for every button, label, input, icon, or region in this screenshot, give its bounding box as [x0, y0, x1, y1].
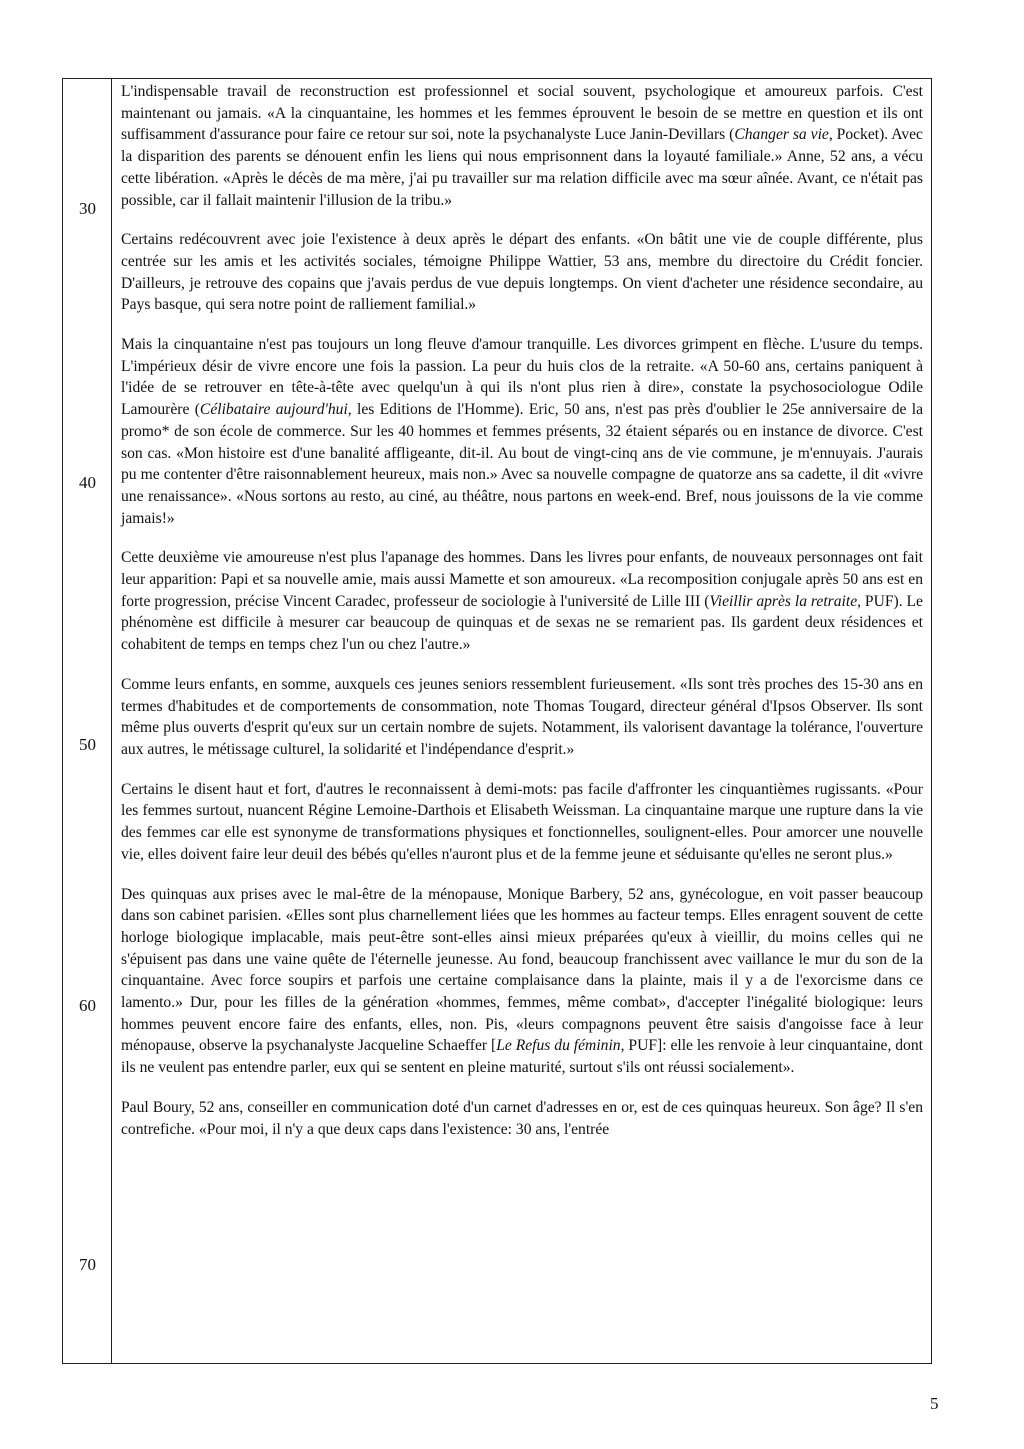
line-number: 30: [79, 199, 96, 218]
line-number: 60: [79, 996, 96, 1015]
paragraph-text: Mais la cinquantaine n'est pas toujours un long fleuve d'amour tranquille. Les divorces grimpent en flèche. L'usure du temps. L'impérieux désir de vivre encore une fois la passion. La peur du huis clos de la retraite. «A 50-60 ans, certains paniquent à l'idée de se retrouver en tête-à-tête avec quelqu'un à qui ils n'ont plus rien à dire», constate la psychosociologue Odile Lamourère (: [121, 336, 923, 419]
book-title: Changer sa vie: [734, 126, 829, 144]
paragraph: [121, 334, 923, 529]
page-number: 5: [930, 1394, 939, 1413]
line-number-gutter: [63, 79, 112, 1363]
book-title: Vieillir après la retraite: [709, 592, 858, 610]
line-number: 40: [79, 473, 96, 492]
paragraph-text: , PUF). Le phénomène est difficile à mesurer car beaucoup de quinquas et de sexas ne se remarient pas. Ils gardent deux résidences et cohabitent de temps en temps chez l'un ou chez l'autre.»: [121, 592, 923, 654]
paragraph-text: Paul Boury, 52 ans, conseiller en communication doté d'un carnet d'adresses en or, est de ces quinquas heureux. Son âge? Il s'en contrefiche. «Pour moi, il n'y a que deux caps dans l'existence: 30 ans, l'entrée: [121, 1098, 923, 1138]
book-title: Célibataire aujourd'hui: [199, 401, 348, 419]
paragraph-text: Des quinquas aux prises avec le mal-être de la ménopause, Monique Barbery, 52 ans, gynécologue, en voit passer beaucoup dans son cabinet parisien. «Elles sont plus charnellement liées que les hommes au facteur temps. Elles enragent souvent de cette horloge biologique implacable, mais peut-être sont-elles ainsi mieux préparées qu'eux à vieillir, du moins celles qui ne s'épuisent pas dans une vaine quête de l'éternelle jeunesse. Au fond, beaucoup franchissent avec vaillance le mur du son de la cinquantaine. Avec force soupirs et parfois une certaine complaisance dans la plainte, mais il y a de l'exorcisme dans ce lamento.» Dur, pour les filles de la génération «hommes, femmes, même combat», d'accepter l'inégalité biologique: leurs hommes peuvent encore faire des enfants, elles, non. Pis, «leurs compagnons peuvent être saisis d'angoisse face à leur ménopause, observe la psychanalyste Jacqueline Schaeffer [: [121, 885, 923, 1055]
paragraph: [121, 229, 923, 316]
line-number: 50: [79, 735, 96, 754]
paragraph-text: Certains redécouvrent avec joie l'existence à deux après le départ des enfants. «On bâtit une vie de couple différente, plus centrée sur les amis et les activités sociales, témoigne Philippe Wattier, 53 ans, membre du directoire du Crédit foncier. D'ailleurs, je retrouve des copains que j'avais perdus de vue depuis longtemps. On vient d'acheter une résidence secondaire, au Pays basque, qui sera notre point de ralliement familial.»: [121, 231, 923, 314]
paragraph: [121, 81, 923, 211]
paragraph: [121, 779, 923, 866]
paragraph-text: Cette deuxième vie amoureuse n'est plus l'apanage des hommes. Dans les livres pour enfants, de nouveaux personnages ont fait leur apparition: Papi et sa nouvelle amie, mais aussi Mamette et son amoureux. «La recomposition conjugale après 50 ans est en forte progression, précise Vincent Caradec, professeur de sociologie à l'université de Lille III (: [121, 549, 923, 610]
book-title: Le Refus du féminin: [496, 1037, 621, 1055]
paragraph: [121, 884, 923, 1079]
line-number: 70: [79, 1255, 96, 1274]
paragraph-text: L'indispensable travail de reconstruction est professionnel et social souvent, psychologique et amoureux parfois. C'est maintenant ou jamais. «A la cinquantaine, les hommes et les femmes éprouvent le besoin de se mettre en question et ils ont suffisamment d'assurance pour faire ce retour sur soi, note la psychanalyste Luce Janin-Devillars (: [121, 83, 923, 144]
document-frame: [62, 78, 932, 1364]
paragraph-text: , PUF]: elle les renvoie à leur cinquantaine, dont ils ne veulent pas entendre parler, eux qui se sentent en pleine maturité, surtout s'ils ont réussi socialement».: [121, 1037, 923, 1077]
paragraph: [121, 547, 923, 656]
paragraph-text: Certains le disent haut et fort, d'autres le reconnaissent à demi-mots: pas facile d'affronter les cinquantièmes rugissants. «Pour les femmes surtout, nuancent Régine Lemoine-Darthois et Elisabeth Weissman. La cinquantaine marque une rupture dans la vie des femmes car elle est synonyme de transformations physiques et fonctionnelles, soulignent-elles. Pour amorcer une nouvelle vie, elles doivent faire leur deuil des bébés qu'elles n'auront plus et de la femme jeune et séduisante qu'elles ne seront plus.»: [121, 780, 923, 863]
article-body: [121, 81, 923, 1158]
paragraph: [121, 674, 923, 761]
paragraph-text: , Pocket). Avec la disparition des parents se dénouent enfin les liens qui nous emprisonnent dans la loyauté familiale.» Anne, 52 ans, a vécu cette libération. «Après le décès de ma mère, j'ai pu travailler sur ma relation difficile avec ma sœur aînée. Avant, ce n'était pas possible, car il fallait maintenir l'illusion de la tribu.»: [121, 126, 923, 209]
paragraph-text: , les Editions de l'Homme). Eric, 50 ans, n'est pas près d'oublier le 25e anniversaire de la promo* de son école de commerce. Sur les 40 hommes et femmes présents, 32 étaient séparés ou en instance de divorce. C'est son cas. «Mon histoire est d'une banalité affligeante, dit-il. Au bout de vingt-cinq ans de vie commune, je m'ennuyais. J'aurais pu me contenter d'être raisonnablement heureux, mais non.» Avec sa nouvelle compagne de quatorze ans sa cadette, il dit «vivre une renaissance». «Nous sortons au resto, au ciné, au théâtre, nous partons en week-end. Bref, nous jouissons de la vie comme jamais!»: [121, 401, 923, 527]
paragraph-text: Comme leurs enfants, en somme, auxquels ces jeunes seniors ressemblent furieusement. «Ils sont très proches des 15-30 ans en termes d'habitudes et de comportements de consommation, note Thomas Tougard, directeur général d'Ipsos Observer. Ils sont même plus ouverts d'esprit qu'eux sur un certain nombre de sujets. Notamment, ils valorisent davantage la tolérance, l'ouverture aux autres, le métissage culturel, la solidarité et l'indépendance d'esprit.»: [121, 675, 923, 758]
paragraph: [121, 1097, 923, 1140]
